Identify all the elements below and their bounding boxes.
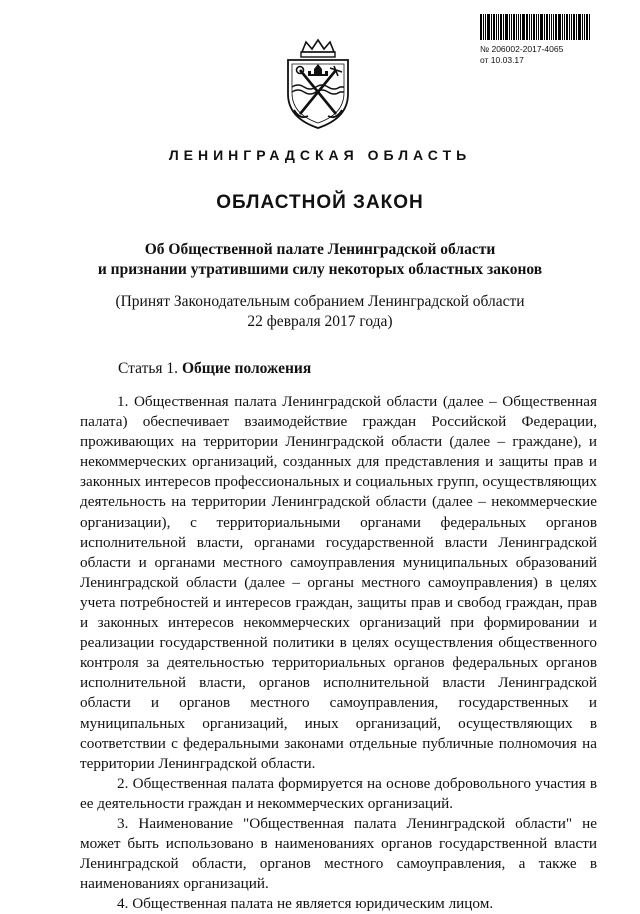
- document-type-heading: ОБЛАСТНОЙ ЗАКОН: [216, 192, 424, 213]
- barcode-bar: [589, 14, 590, 40]
- barcode-bar: [483, 14, 484, 40]
- barcode-bar: [511, 14, 512, 40]
- barcode-bar: [562, 14, 563, 40]
- registration-number: № 206002-2017-4065: [480, 44, 564, 54]
- adoption-note: [0, 292, 640, 332]
- barcode-bar: [573, 14, 575, 40]
- barcode-bar: [500, 14, 502, 40]
- barcode-bar: [496, 14, 497, 40]
- barcode-bar: [582, 14, 583, 40]
- paragraph: 2. Общественная палата формируется на основе добровольного участия в ее деятельности граждан и некоммерческих организаций.: [80, 774, 597, 812]
- region-title: ЛЕНИНГРАДСКАЯ ОБЛАСТЬ: [168, 147, 472, 163]
- barcode-bar: [584, 14, 585, 40]
- barcode-bar: [480, 14, 482, 40]
- barcode-bar: [509, 14, 510, 40]
- barcode-bar: [520, 14, 521, 40]
- barcode-bar: [498, 14, 499, 40]
- barcode-bar: [487, 14, 490, 40]
- barcode-bar: [513, 14, 515, 40]
- law-title: [0, 240, 640, 280]
- law-title-line: Об Общественной палате Ленинградской области: [144, 241, 496, 258]
- barcode-bar: [538, 14, 539, 40]
- paragraph: 3. Наименование "Общественная палата Ленинградской области" не может быть использовано в наименованиях органов государственной власти Ленинградской области, органов местного самоуправления, а также в наименованиях организаций.: [80, 814, 597, 893]
- barcode-bar: [571, 14, 572, 40]
- barcode-bar: [553, 14, 554, 40]
- adoption-note-line: (Принят Законодательным собранием Ленинградской области: [115, 293, 525, 310]
- article-number: Статья 1.: [118, 360, 179, 377]
- barcode-bar: [564, 14, 565, 40]
- article-heading: [118, 360, 311, 378]
- barcode-bar: [540, 14, 543, 40]
- barcode-bar: [544, 14, 545, 40]
- article-title: Общие положения: [181, 360, 312, 377]
- barcode-bar: [566, 14, 568, 40]
- barcode-bar: [546, 14, 548, 40]
- registration-stamp: [480, 14, 630, 66]
- barcode-bar: [518, 14, 519, 40]
- law-title-line: и признании утратившими силу некоторых областных законов: [97, 261, 543, 278]
- barcode-bar: [526, 14, 528, 40]
- barcode-bar: [551, 14, 552, 40]
- barcode-bar: [505, 14, 508, 40]
- barcode-bar: [569, 14, 570, 40]
- barcode-bar: [491, 14, 492, 40]
- barcode-bar: [558, 14, 561, 40]
- barcode: [480, 14, 606, 40]
- coat-of-arms-icon: [280, 38, 356, 130]
- barcode-bar: [516, 14, 517, 40]
- barcode-bar: [503, 14, 504, 40]
- barcode-bar: [578, 14, 581, 40]
- adoption-note-line: 22 февраля 2017 года): [247, 313, 393, 330]
- barcode-bar: [576, 14, 577, 40]
- barcode-bar: [586, 14, 588, 40]
- registration-date: от 10.03.17: [480, 55, 524, 65]
- barcode-bar: [522, 14, 525, 40]
- barcode-bar: [533, 14, 535, 40]
- paragraph: 1. Общественная палата Ленинградской области (далее – Общественная палата) обеспечивает взаимодействие граждан Российской Федерации, проживающих на территории Ленинградской области (далее – граждане), и некоммерческих организаций, созданных для представления и защиты прав и законных интересов профессиональных и социальных групп, осуществляющих деятельность на территории Ленинградской области (далее – некоммерческие организации), с территориальными органами федеральных органов исполнительной власти, органами государственной власти Ленинградской области и органами местного самоуправления муниципальных образований Ленинградской области (далее – органы местного самоуправления) в целях учета потребностей и интересов граждан, защиты прав и свобод граждан, прав и законных интересов некоммерческих организаций при формировании и реализации государственной политики в целях осуществления общественного контроля за деятельностью территориальных органов федеральных органов исполнительной власти, органов исполнительной власти Ленинградской области и органов местного самоуправления, государственных и муниципальных организаций, иных организаций, осуществляющих в соответствии с федеральными законами отдельные публичные полномочия на территории Ленинградской области.: [80, 393, 597, 772]
- barcode-bar: [555, 14, 557, 40]
- barcode-bar: [493, 14, 495, 40]
- paragraph: 4. Общественная палата не является юридическим лицом.: [117, 895, 494, 913]
- barcode-bar: [485, 14, 486, 40]
- barcode-bar: [529, 14, 530, 40]
- barcode-bar: [536, 14, 537, 40]
- article-body: [80, 392, 597, 914]
- barcode-bar: [549, 14, 550, 40]
- barcode-bar: [531, 14, 532, 40]
